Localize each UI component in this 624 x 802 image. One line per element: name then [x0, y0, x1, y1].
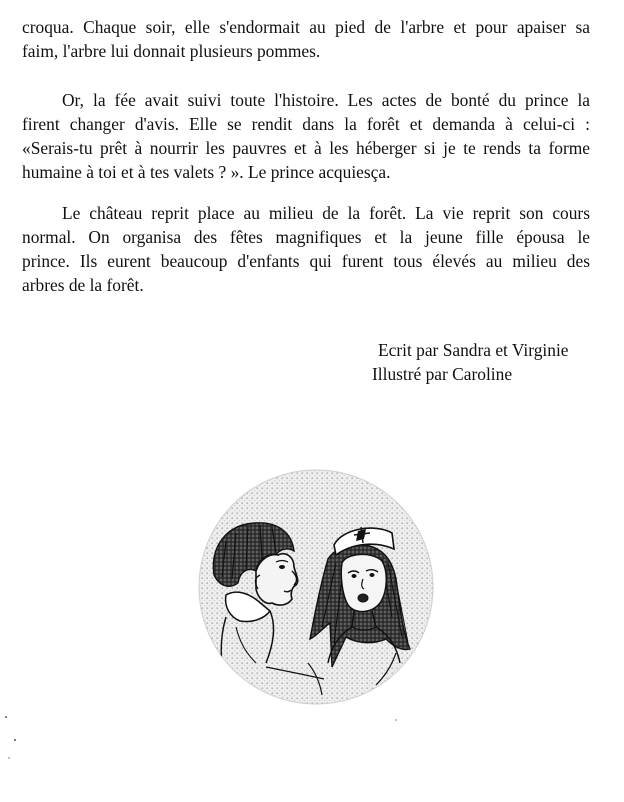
- text-line: firent changer d'avis. Elle se rendit dans la forêt et demanda à celui-ci :: [22, 114, 590, 134]
- text-line: Le château reprit place au milieu de la forêt. La vie reprit son cours: [62, 203, 590, 223]
- story-paragraph-1: [22, 15, 590, 63]
- text-line: normal. On organisa des fêtes magnifiques et la jeune fille épousa le: [22, 227, 590, 247]
- author-credit: Ecrit par Sandra et Virginie: [378, 340, 569, 360]
- credits-block: [372, 338, 569, 386]
- story-paragraph-2: [22, 88, 590, 184]
- text-line: humaine à toi et à tes valets ? ». Le prince acquiesça.: [22, 162, 391, 182]
- stipple-background: [196, 467, 436, 707]
- text-line: prince. Ils eurent beaucoup d'enfants qui furent tous élevés au milieu des: [22, 251, 590, 271]
- illustrator-credit: Illustré par Caroline: [372, 364, 513, 384]
- text-line: faim, l'arbre lui donnait plusieurs pommes.: [22, 41, 321, 61]
- text-line: croqua. Chaque soir, elle s'endormait au pied de l'arbre et pour apaiser sa: [22, 17, 590, 37]
- circular-drawing-illustration: [196, 467, 436, 707]
- text-line: «Serais-tu prêt à nourrir les pauvres et à les héberger si je te rends ta forme: [22, 138, 590, 158]
- text-line: Or, la fée avait suivi toute l'histoire. Les actes de bonté du prince la: [62, 90, 590, 110]
- story-paragraph-3: [22, 201, 590, 297]
- text-line: arbres de la forêt.: [22, 275, 144, 295]
